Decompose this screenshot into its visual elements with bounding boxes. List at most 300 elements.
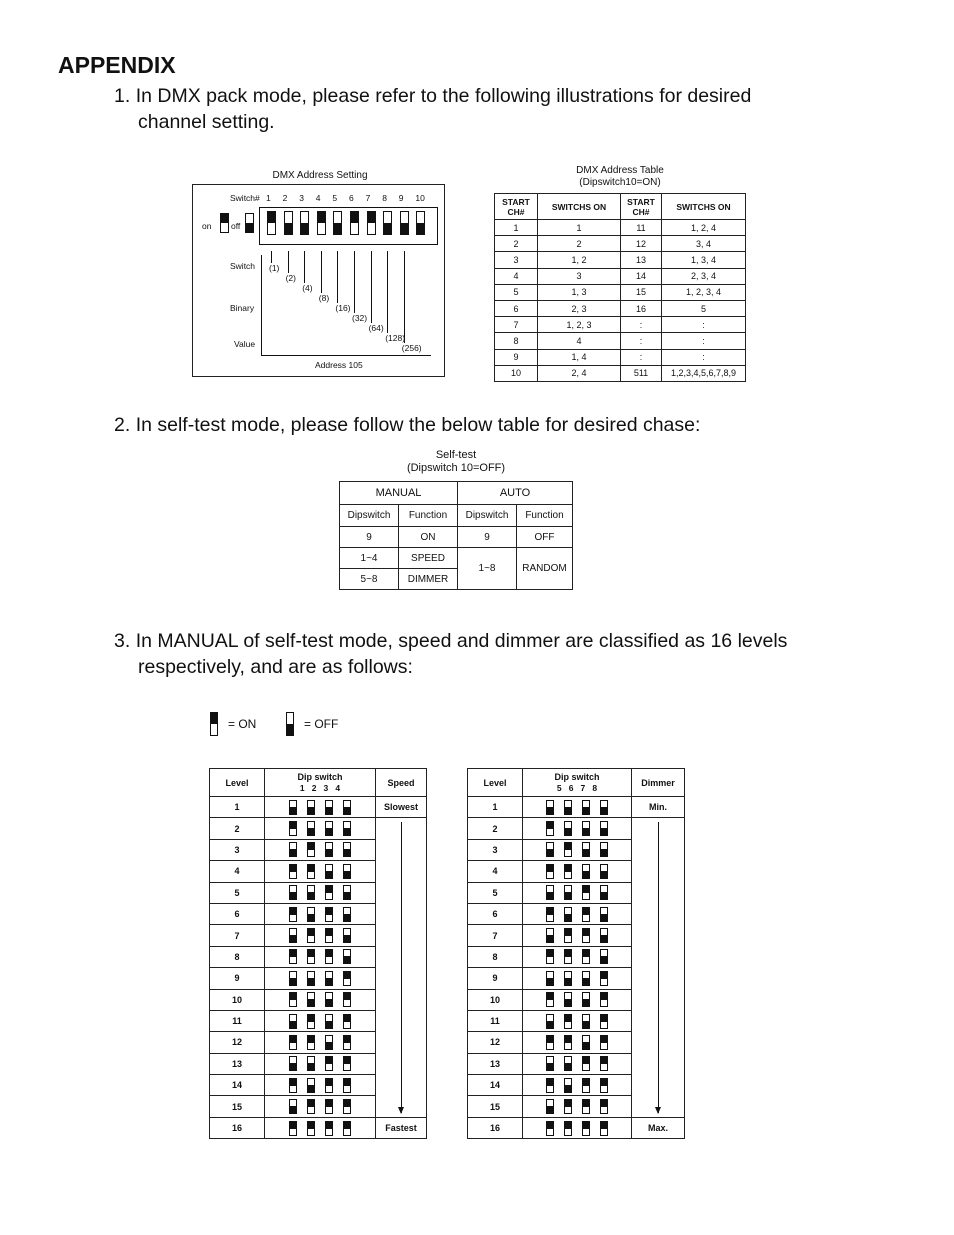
dip-switch-off-icon	[307, 907, 315, 922]
dip-switch-off-icon	[582, 1035, 590, 1050]
dip-switch-off-icon	[600, 928, 608, 943]
dip-switch-on-icon	[582, 1099, 590, 1114]
dimmer-row	[468, 797, 685, 818]
dip-switch-on-icon	[325, 885, 333, 900]
dip-switch-on-icon	[600, 1099, 608, 1114]
dimmer-row	[468, 1117, 685, 1138]
dmx-table-row	[495, 365, 746, 381]
dmx-table-cell: 5	[662, 300, 746, 316]
dip-switch-off-icon	[325, 971, 333, 986]
dimmer-dip-cell	[523, 839, 632, 860]
manual-function-header: Function	[399, 505, 458, 527]
dmx-address-table	[494, 193, 746, 382]
speed-level: 1	[210, 797, 265, 818]
st-cell: SPEED	[399, 548, 458, 569]
dip-switch-off-icon	[564, 1056, 572, 1071]
dip-switch-on-icon	[325, 1121, 333, 1136]
binary-line	[404, 251, 405, 343]
dmx-table-cell: 11	[621, 220, 662, 236]
dimmer-first-label: Min.	[632, 797, 685, 818]
binary-line	[337, 251, 338, 303]
dip-switch-on-icon	[289, 1035, 297, 1050]
speed-dip-cell	[265, 1117, 376, 1138]
dmx-table-row	[495, 300, 746, 316]
dip-switch-off-icon	[307, 971, 315, 986]
binary-value: (4)	[302, 283, 313, 293]
dip-switch-icon	[416, 211, 425, 235]
dmx-table-row	[495, 268, 746, 284]
selftest-title-line2: (Dipswitch 10=OFF)	[406, 462, 506, 474]
speed-level: 8	[210, 946, 265, 967]
dmx-table-row	[495, 317, 746, 333]
binary-line	[354, 251, 355, 313]
dmx-header-start-2: START CH#	[621, 194, 662, 220]
dimmer-dip-cell	[523, 1053, 632, 1074]
dip-switch-on-icon	[289, 864, 297, 879]
legend-switch-on-icon	[220, 213, 229, 233]
dip-switch-on-icon	[289, 821, 297, 836]
dip-switch-on-icon	[546, 1121, 554, 1136]
dip-switch-on-icon	[564, 1035, 572, 1050]
dip-switch-off-icon	[564, 992, 572, 1007]
dmx-table-cell: 1, 2	[538, 252, 621, 268]
dimmer-function-header: Dimmer	[632, 769, 685, 797]
dip-switch-on-icon	[546, 992, 554, 1007]
dip-switch-on-icon	[289, 907, 297, 922]
dimmer-dip-cell	[523, 989, 632, 1010]
dip-switch-on-icon	[600, 971, 608, 986]
dip-switch-on-icon	[307, 1035, 315, 1050]
dip-switch-off-icon	[600, 949, 608, 964]
dmx-table-cell: :	[621, 349, 662, 365]
dip-switch-off-icon	[582, 971, 590, 986]
dip-switch-on-icon	[343, 1099, 351, 1114]
st-cell: 1~4	[340, 548, 399, 569]
dimmer-dip-cell	[523, 882, 632, 903]
dip-switch-off-icon	[600, 842, 608, 857]
dip-switch-off-icon	[343, 800, 351, 815]
speed-dip-cell	[265, 1053, 376, 1074]
switch-number: 7	[365, 193, 371, 203]
st-cell: OFF	[517, 527, 573, 548]
paragraph-2	[114, 412, 874, 438]
speed-level: 7	[210, 925, 265, 946]
dip-switch-off-icon	[564, 907, 572, 922]
dimmer-level-table	[467, 768, 685, 1139]
dip-switch-off-icon	[600, 800, 608, 815]
dip-switch-on-icon	[600, 1078, 608, 1093]
dip-switch-off-icon	[343, 842, 351, 857]
speed-dip-cell	[265, 1075, 376, 1096]
dip-switch-off-icon	[600, 907, 608, 922]
dimmer-level: 4	[468, 861, 523, 882]
dip-switch-icon	[333, 211, 342, 235]
paragraph-1-line1: In DMX pack mode, please refer to the following illustrations for desired	[135, 85, 752, 107]
speed-dip-cell	[265, 946, 376, 967]
dimmer-dip-cell	[523, 797, 632, 818]
dimmer-level: 8	[468, 946, 523, 967]
dmx-table-cell: 1, 3	[538, 284, 621, 300]
dip-switch-off-icon	[289, 1099, 297, 1114]
dip-switch-on-icon	[546, 1035, 554, 1050]
auto-dipswitch-header: Dipswitch	[458, 505, 517, 527]
dip-switch-icon	[367, 211, 376, 235]
speed-level: 10	[210, 989, 265, 1010]
binary-line	[321, 251, 322, 293]
dip-switch-off-icon	[546, 842, 554, 857]
dimmer-arrow-cell	[632, 818, 685, 1117]
speed-dip-cell	[265, 861, 376, 882]
dimmer-dip-cell	[523, 861, 632, 882]
dimmer-dip-cell	[523, 1096, 632, 1117]
address-value: Address 105	[315, 360, 363, 370]
dmx-table-cell: 9	[495, 349, 538, 365]
paragraph-2-line1: In self-test mode, please follow the below table for desired chase:	[135, 414, 701, 436]
auto-dipswitch-value: 1~8	[458, 548, 517, 590]
dimmer-dip-cell	[523, 818, 632, 839]
dip-switch-off-icon	[564, 821, 572, 836]
binary-line	[371, 251, 372, 323]
speed-dip-cell	[265, 882, 376, 903]
dmx-table-cell: 4	[538, 333, 621, 349]
speed-dip-cell	[265, 1032, 376, 1053]
dmx-table-cell: 2, 3	[538, 300, 621, 316]
dip-switch-off-icon	[307, 885, 315, 900]
dip-switch-off-icon	[289, 1014, 297, 1029]
dip-switch-off-icon	[343, 928, 351, 943]
dip-switch-on-icon	[307, 949, 315, 964]
dip-switch-on-icon	[582, 885, 590, 900]
dmx-table-row	[495, 333, 746, 349]
dip-switch-on-icon	[582, 907, 590, 922]
legend-on-icon	[210, 712, 218, 736]
dmx-table-cell: 2	[538, 236, 621, 252]
speed-level: 2	[210, 818, 265, 839]
dmx-table-cell: 1, 2, 3, 4	[662, 284, 746, 300]
dip-switch-on-icon	[325, 907, 333, 922]
dip-switch-on-icon	[289, 1078, 297, 1093]
dip-switch-on-icon	[600, 1056, 608, 1071]
switch-number: 3	[299, 193, 304, 203]
dimmer-level: 10	[468, 989, 523, 1010]
st-cell: 9	[458, 527, 517, 548]
dmx-table-cell: 1, 3, 4	[662, 252, 746, 268]
auto-function-value: RANDOM	[517, 548, 573, 590]
dmx-table-cell: :	[621, 317, 662, 333]
speed-dip-cell	[265, 1096, 376, 1117]
dmx-table-cell: 3, 4	[662, 236, 746, 252]
dimmer-level: 16	[468, 1117, 523, 1138]
dip-switch-off-icon	[343, 821, 351, 836]
dimmer-level: 5	[468, 882, 523, 903]
dmx-table-cell: 3	[495, 252, 538, 268]
binary-value: (8)	[318, 293, 330, 303]
dmx-table-cell: 16	[621, 300, 662, 316]
dip-switch-on-icon	[343, 1078, 351, 1093]
binary-value: (16)	[335, 303, 351, 313]
dip-switch-off-icon	[546, 1099, 554, 1114]
dmx-table-cell: 2, 4	[538, 365, 621, 381]
dip-switch-on-icon	[325, 928, 333, 943]
dip-switch-icon	[267, 211, 276, 235]
dip-switch-off-icon	[307, 1078, 315, 1093]
dmx-table-cell: 1, 4	[538, 349, 621, 365]
dimmer-dip-cell	[523, 1117, 632, 1138]
dip-switch-off-icon	[343, 949, 351, 964]
st-cell: 5~8	[340, 569, 399, 590]
speed-dip-header	[265, 769, 376, 797]
dip-switch-on-icon	[564, 1121, 572, 1136]
dip-switch-off-icon	[307, 1056, 315, 1071]
dip-switch-on-icon	[600, 1035, 608, 1050]
dip-switch-on-icon	[343, 1035, 351, 1050]
dimmer-dip-cell	[523, 925, 632, 946]
dip-switch-off-icon	[289, 928, 297, 943]
speed-level: 6	[210, 903, 265, 924]
dmx-table-cell: 511	[621, 365, 662, 381]
dmx-table-cell: 12	[621, 236, 662, 252]
dimmer-level: 9	[468, 968, 523, 989]
paragraph-3-number: 3.	[114, 630, 131, 652]
switch-number: 5	[332, 193, 338, 203]
dip-switch-on-icon	[325, 1099, 333, 1114]
speed-dip-cell	[265, 818, 376, 839]
address-bracket-left	[261, 255, 262, 355]
dmx-setting-title: DMX Address Setting	[272, 170, 368, 181]
dip-switch-on-icon	[582, 1078, 590, 1093]
dmx-table-cell: 2, 3, 4	[662, 268, 746, 284]
dmx-table-cell: :	[662, 317, 746, 333]
dip-switch-on-icon	[600, 1121, 608, 1136]
dip-switch-off-icon	[546, 928, 554, 943]
st-cell: ON	[399, 527, 458, 548]
dimmer-level-header: Level	[468, 769, 523, 797]
dmx-header-start-1: START CH#	[495, 194, 538, 220]
dip-switch-off-icon	[564, 1078, 572, 1093]
binary-value: (32)	[352, 313, 368, 323]
legend-off-label: = OFF	[304, 717, 339, 731]
dip-switch-on-icon	[582, 1056, 590, 1071]
speed-last-label: Fastest	[376, 1117, 427, 1138]
speed-dip-numbers: 1 2 3 4	[299, 782, 341, 793]
dimmer-dip-title: Dip switch	[554, 771, 600, 782]
dip-switch-on-icon	[546, 949, 554, 964]
dip-switch-off-icon	[564, 885, 572, 900]
dmx-table-cell: 1	[538, 220, 621, 236]
row-binary-label: Binary	[230, 303, 255, 313]
legend-on-label: = ON	[228, 717, 257, 731]
dip-switch-off-icon	[289, 1056, 297, 1071]
speed-level: 4	[210, 861, 265, 882]
dip-switch-off-icon	[307, 821, 315, 836]
address-bracket-line	[261, 355, 431, 356]
manual-header: MANUAL	[340, 482, 458, 505]
dimmer-dip-numbers: 5 6 7 8	[556, 782, 598, 793]
dmx-header-switches-1: SWITCHS ON	[538, 194, 621, 220]
dip-switch-off-icon	[325, 1035, 333, 1050]
paragraph-3-line2: respectively, and are as follows:	[138, 656, 413, 678]
row-switch-label: Switch	[230, 261, 256, 271]
dip-switch-off-icon	[343, 885, 351, 900]
manual-dipswitch-header: Dipswitch	[340, 505, 399, 527]
speed-first-label: Slowest	[376, 797, 427, 818]
dimmer-level: 11	[468, 1010, 523, 1031]
dip-switch-on-icon	[343, 992, 351, 1007]
dip-switch-off-icon	[307, 992, 315, 1007]
off-label: off	[231, 221, 241, 231]
dimmer-dip-header	[523, 769, 632, 797]
binary-value: (2)	[285, 273, 296, 283]
speed-level-table	[209, 768, 427, 1139]
dip-switch-off-icon	[343, 907, 351, 922]
dmx-table-cell: 13	[621, 252, 662, 268]
dmx-table-cell: 1, 2, 3	[538, 317, 621, 333]
st-cell: DIMMER	[399, 569, 458, 590]
dip-switch-on-icon	[564, 1014, 572, 1029]
selftest-title	[386, 449, 526, 475]
dmx-table-cell: 15	[621, 284, 662, 300]
dmx-table-title-line2: (Dipswitch10=ON)	[579, 177, 661, 188]
dip-switch-on-icon	[307, 1014, 315, 1029]
dimmer-last-label: Max.	[632, 1117, 685, 1138]
dmx-table-row	[495, 220, 746, 236]
dip-switch-off-icon	[600, 821, 608, 836]
dimmer-dip-cell	[523, 1010, 632, 1031]
dimmer-dip-cell	[523, 903, 632, 924]
auto-function-header: Function	[517, 505, 573, 527]
binary-value: (256)	[401, 343, 422, 353]
binary-value: (128)	[385, 333, 406, 343]
speed-arrow-cell	[376, 818, 427, 1117]
speed-level: 11	[210, 1010, 265, 1031]
dip-switch-on-icon	[325, 1078, 333, 1093]
dip-switch-off-icon	[582, 992, 590, 1007]
dip-switch-on-icon	[289, 949, 297, 964]
dip-switch-on-icon	[564, 864, 572, 879]
dmx-table-title	[550, 165, 690, 189]
dip-switch-on-icon	[325, 949, 333, 964]
speed-dip-cell	[265, 968, 376, 989]
down-arrow-icon	[658, 822, 659, 1112]
dimmer-dip-cell	[523, 946, 632, 967]
dip-switch-on-icon	[564, 842, 572, 857]
dmx-header-switches-2: SWITCHS ON	[662, 194, 746, 220]
dip-switch-icon	[383, 211, 392, 235]
speed-dip-cell	[265, 925, 376, 946]
binary-value: (1)	[269, 263, 280, 273]
selftest-title-line1: Self-test	[435, 449, 477, 461]
paragraph-1-line2: channel setting.	[138, 111, 275, 133]
dip-switch-icon	[317, 211, 326, 235]
speed-level: 14	[210, 1075, 265, 1096]
dmx-table-row	[495, 284, 746, 300]
dip-switch-on-icon	[289, 992, 297, 1007]
binary-line	[387, 251, 388, 333]
dip-switch-off-icon	[307, 800, 315, 815]
dip-switch-off-icon	[582, 842, 590, 857]
dip-switch-off-icon	[289, 800, 297, 815]
dip-switch-off-icon	[343, 864, 351, 879]
switch-number: 2	[282, 193, 288, 203]
dip-switch-off-icon	[600, 864, 608, 879]
switch-number: 10	[415, 193, 425, 203]
dip-switch-on-icon	[564, 949, 572, 964]
dip-switch-off-icon	[582, 821, 590, 836]
switch-number: 1	[266, 193, 271, 203]
speed-level-header: Level	[210, 769, 265, 797]
dip-switch-icon	[400, 211, 409, 235]
dip-switch-on-icon	[343, 971, 351, 986]
dmx-table-cell: 3	[538, 268, 621, 284]
dip-switch-off-icon	[289, 971, 297, 986]
dip-switch-off-icon	[325, 842, 333, 857]
dip-switch-on-icon	[307, 864, 315, 879]
dimmer-level: 1	[468, 797, 523, 818]
dmx-table-cell: 2	[495, 236, 538, 252]
speed-dip-cell	[265, 797, 376, 818]
binary-line	[304, 251, 305, 283]
dip-switch-off-icon	[325, 800, 333, 815]
dimmer-level: 3	[468, 839, 523, 860]
speed-function-header: Speed	[376, 769, 427, 797]
binary-line	[288, 251, 289, 273]
dimmer-dip-cell	[523, 968, 632, 989]
speed-level: 12	[210, 1032, 265, 1053]
dip-switch-on-icon	[325, 1056, 333, 1071]
dip-switch-on-icon	[564, 1099, 572, 1114]
speed-row	[210, 818, 427, 839]
switch-number: 6	[349, 193, 354, 203]
dmx-table-cell: :	[662, 349, 746, 365]
speed-dip-cell	[265, 1010, 376, 1031]
dip-switch-off-icon	[325, 821, 333, 836]
speed-level: 15	[210, 1096, 265, 1117]
dip-switch-off-icon	[546, 971, 554, 986]
dmx-table-cell: 6	[495, 300, 538, 316]
dmx-table-cell: :	[662, 333, 746, 349]
dip-switch-off-icon	[325, 864, 333, 879]
speed-level: 9	[210, 968, 265, 989]
dip-switch-off-icon	[546, 885, 554, 900]
speed-row	[210, 1117, 427, 1138]
dip-switch-off-icon	[289, 885, 297, 900]
dip-switch-on-icon	[343, 1056, 351, 1071]
speed-level: 13	[210, 1053, 265, 1074]
dimmer-level: 7	[468, 925, 523, 946]
dmx-table-title-line1: DMX Address Table	[576, 165, 664, 176]
dmx-table-cell: 1	[495, 220, 538, 236]
dip-switch-icon	[300, 211, 309, 235]
dip-switch-on-icon	[343, 1121, 351, 1136]
down-arrow-icon	[401, 822, 402, 1112]
dip-switch-off-icon	[289, 842, 297, 857]
dmx-table-cell: 1, 2, 4	[662, 220, 746, 236]
speed-level: 16	[210, 1117, 265, 1138]
paragraph-2-number: 2.	[114, 414, 131, 436]
dip-switch-on-icon	[582, 949, 590, 964]
dip-switch-off-icon	[600, 885, 608, 900]
dimmer-row	[468, 818, 685, 839]
dip-switch-off-icon	[325, 992, 333, 1007]
dimmer-level: 14	[468, 1075, 523, 1096]
dmx-table-cell: 1,2,3,4,5,6,7,8,9	[662, 365, 746, 381]
dip-switch-icon	[350, 211, 359, 235]
dmx-table-row	[495, 236, 746, 252]
speed-dip-cell	[265, 839, 376, 860]
dip-switch-on-icon	[564, 928, 572, 943]
dip-switch-off-icon	[325, 1014, 333, 1029]
speed-dip-title: Dip switch	[297, 771, 343, 782]
